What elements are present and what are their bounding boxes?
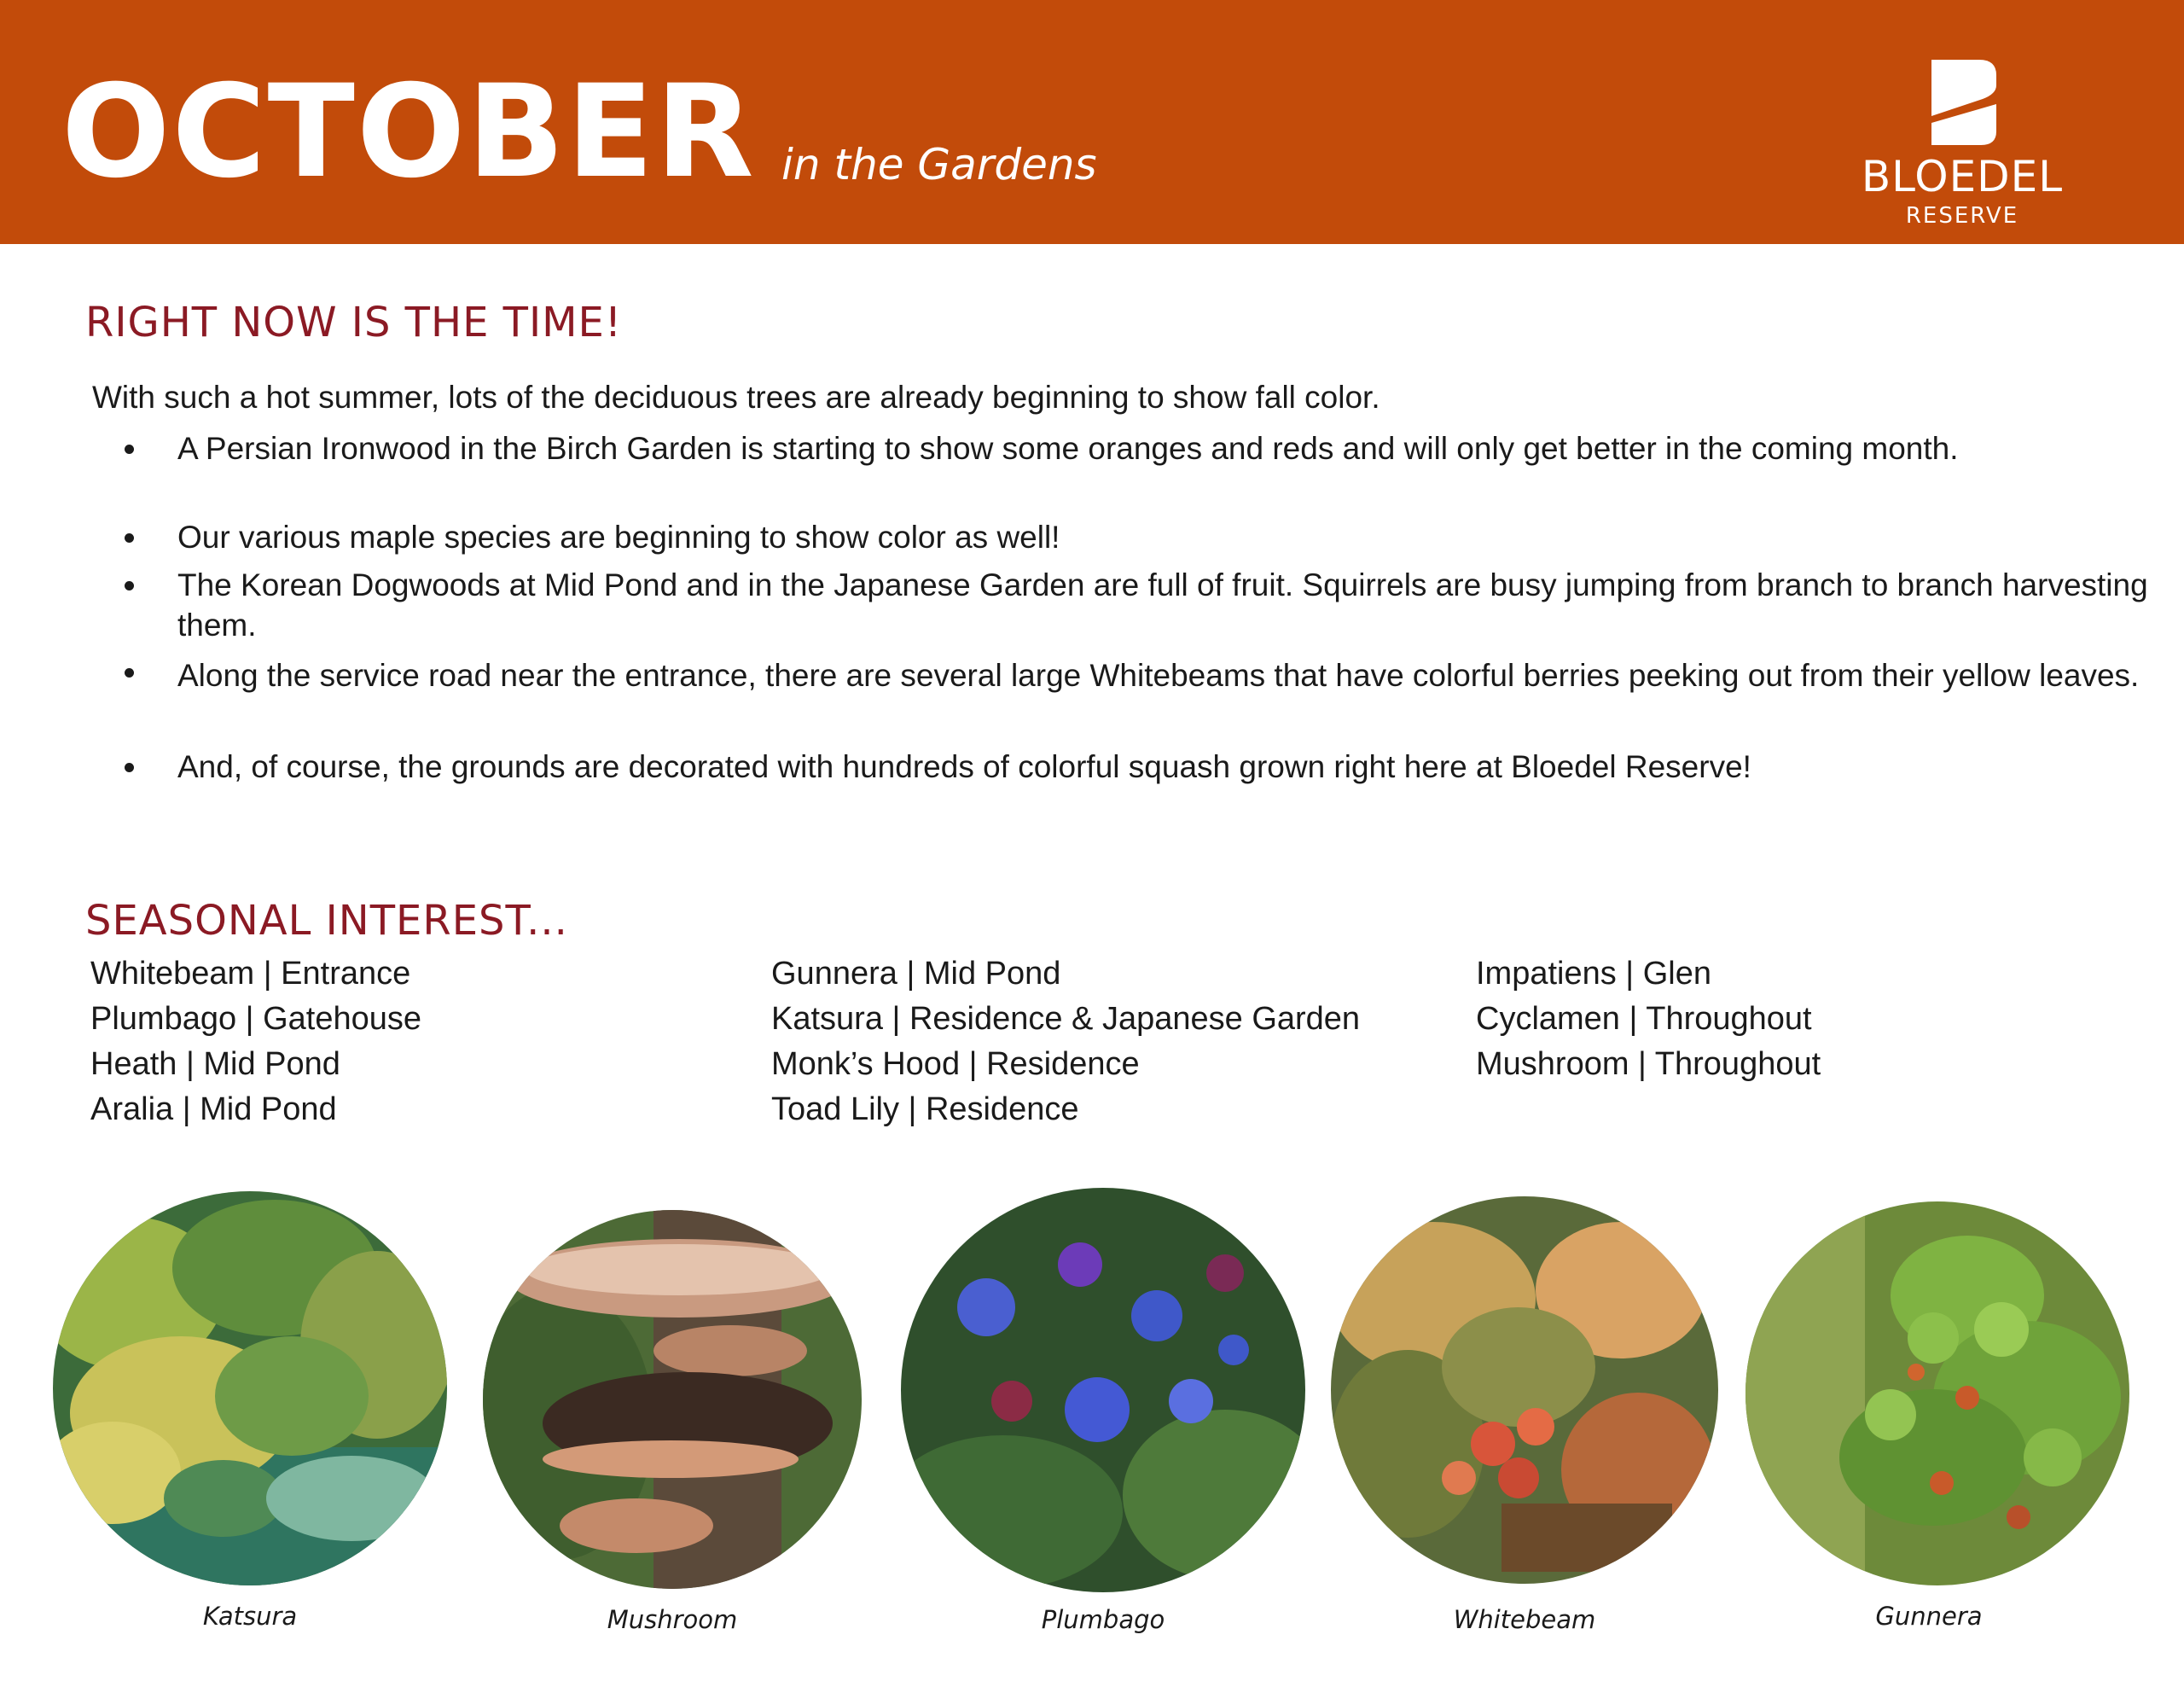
list-item: Aralia | Mid Pond — [90, 1091, 337, 1127]
list-item: Gunnera | Mid Pond — [771, 956, 1061, 992]
plumbago-caption: Plumbago — [1041, 1605, 1165, 1634]
list-item: Whitebeam | Entrance — [90, 956, 411, 992]
list-item: Heath | Mid Pond — [90, 1046, 340, 1082]
mushroom-caption: Mushroom — [607, 1605, 738, 1634]
bullet-icon — [125, 668, 134, 678]
katsura-photo — [53, 1191, 447, 1585]
page-subtitle: in the Gardens — [781, 140, 1097, 189]
bloedel-logo — [1843, 60, 2082, 230]
seasonal-column-2 — [771, 951, 1360, 1132]
header-banner — [0, 0, 2184, 244]
seasonal-column-1 — [90, 951, 421, 1132]
list-item: Cyclamen | Throughout — [1476, 1001, 1812, 1037]
seasonal-heading: SEASONAL INTEREST... — [85, 897, 568, 945]
whitebeam-photo — [1331, 1196, 1718, 1584]
intro-paragraph: With such a hot summer, lots of the deciduous trees are already beginning to show fall color. — [92, 380, 1380, 415]
gunnera-caption: Gunnera — [1875, 1602, 1983, 1631]
right-now-heading: RIGHT NOW IS THE TIME! — [85, 299, 623, 346]
page-title: OCTOBER — [61, 58, 756, 207]
list-item: Plumbago | Gatehouse — [90, 1001, 422, 1037]
bullet-icon — [125, 581, 134, 590]
list-item: Mushroom | Throughout — [1476, 1046, 1821, 1082]
logo-name: BLOEDEL — [1861, 152, 2064, 201]
whitebeam-caption: Whitebeam — [1453, 1605, 1596, 1634]
bullet-icon — [125, 445, 134, 454]
logo-subtitle: RESERVE — [1905, 203, 2019, 229]
katsura-caption: Katsura — [202, 1602, 298, 1631]
list-item: Toad Lily | Residence — [771, 1091, 1079, 1127]
plumbago-photo — [901, 1188, 1305, 1592]
gunnera-photo — [1745, 1201, 2129, 1585]
mushroom-photo — [483, 1210, 862, 1589]
list-item: Monk’s Hood | Residence — [771, 1046, 1140, 1082]
list-item: Impatiens | Glen — [1476, 956, 1712, 992]
bullet-icon — [125, 533, 134, 543]
logo-b-icon — [1931, 60, 1996, 145]
seasonal-column-3 — [1476, 951, 1821, 1087]
list-item: Katsura | Residence & Japanese Garden — [771, 1001, 1361, 1037]
bullet-icon — [125, 763, 134, 772]
